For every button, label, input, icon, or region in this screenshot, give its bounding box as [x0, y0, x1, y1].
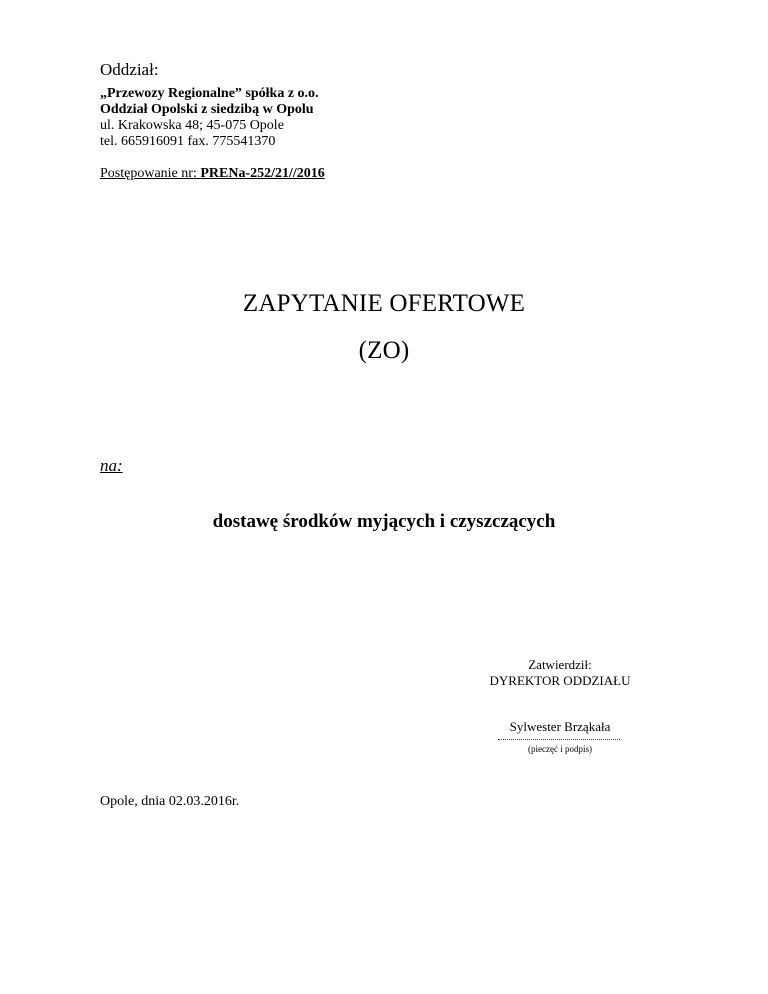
proceeding-label: Postępowanie nr:	[100, 166, 201, 181]
contact-line: tel. 665916091 fax. 775541370	[100, 134, 276, 149]
subject-text: dostawę środków myjących i czyszczących	[212, 511, 556, 532]
approved-by-label: Zatwierdził:	[528, 657, 592, 672]
approver-position: DYREKTOR ODDZIAŁU	[489, 673, 631, 688]
signature-line	[498, 739, 620, 740]
document-title: ZAPYTANIE OFERTOWE	[242, 290, 526, 317]
proceeding-value: PRENa-252/21//2016	[200, 166, 325, 181]
place-date: Opole, dnia 02.03.2016r.	[100, 794, 240, 809]
stamp-caption: (pieczęć i podpis)	[528, 744, 592, 754]
document-title-abbrev: (ZO)	[358, 337, 410, 364]
company-name: „Przewozy Regionalne” spółka z o.o.	[100, 86, 319, 101]
branch-label: Oddział:	[100, 60, 159, 79]
address-line: ul. Krakowska 48; 45-075 Opole	[100, 118, 284, 133]
branch-name: Oddział Opolski z siedzibą w Opolu	[100, 102, 314, 117]
subject-intro: na:	[100, 456, 123, 475]
address-block	[100, 86, 319, 150]
signatory-name: Sylwester Brząkała	[509, 719, 611, 734]
proceeding-number	[100, 166, 325, 182]
